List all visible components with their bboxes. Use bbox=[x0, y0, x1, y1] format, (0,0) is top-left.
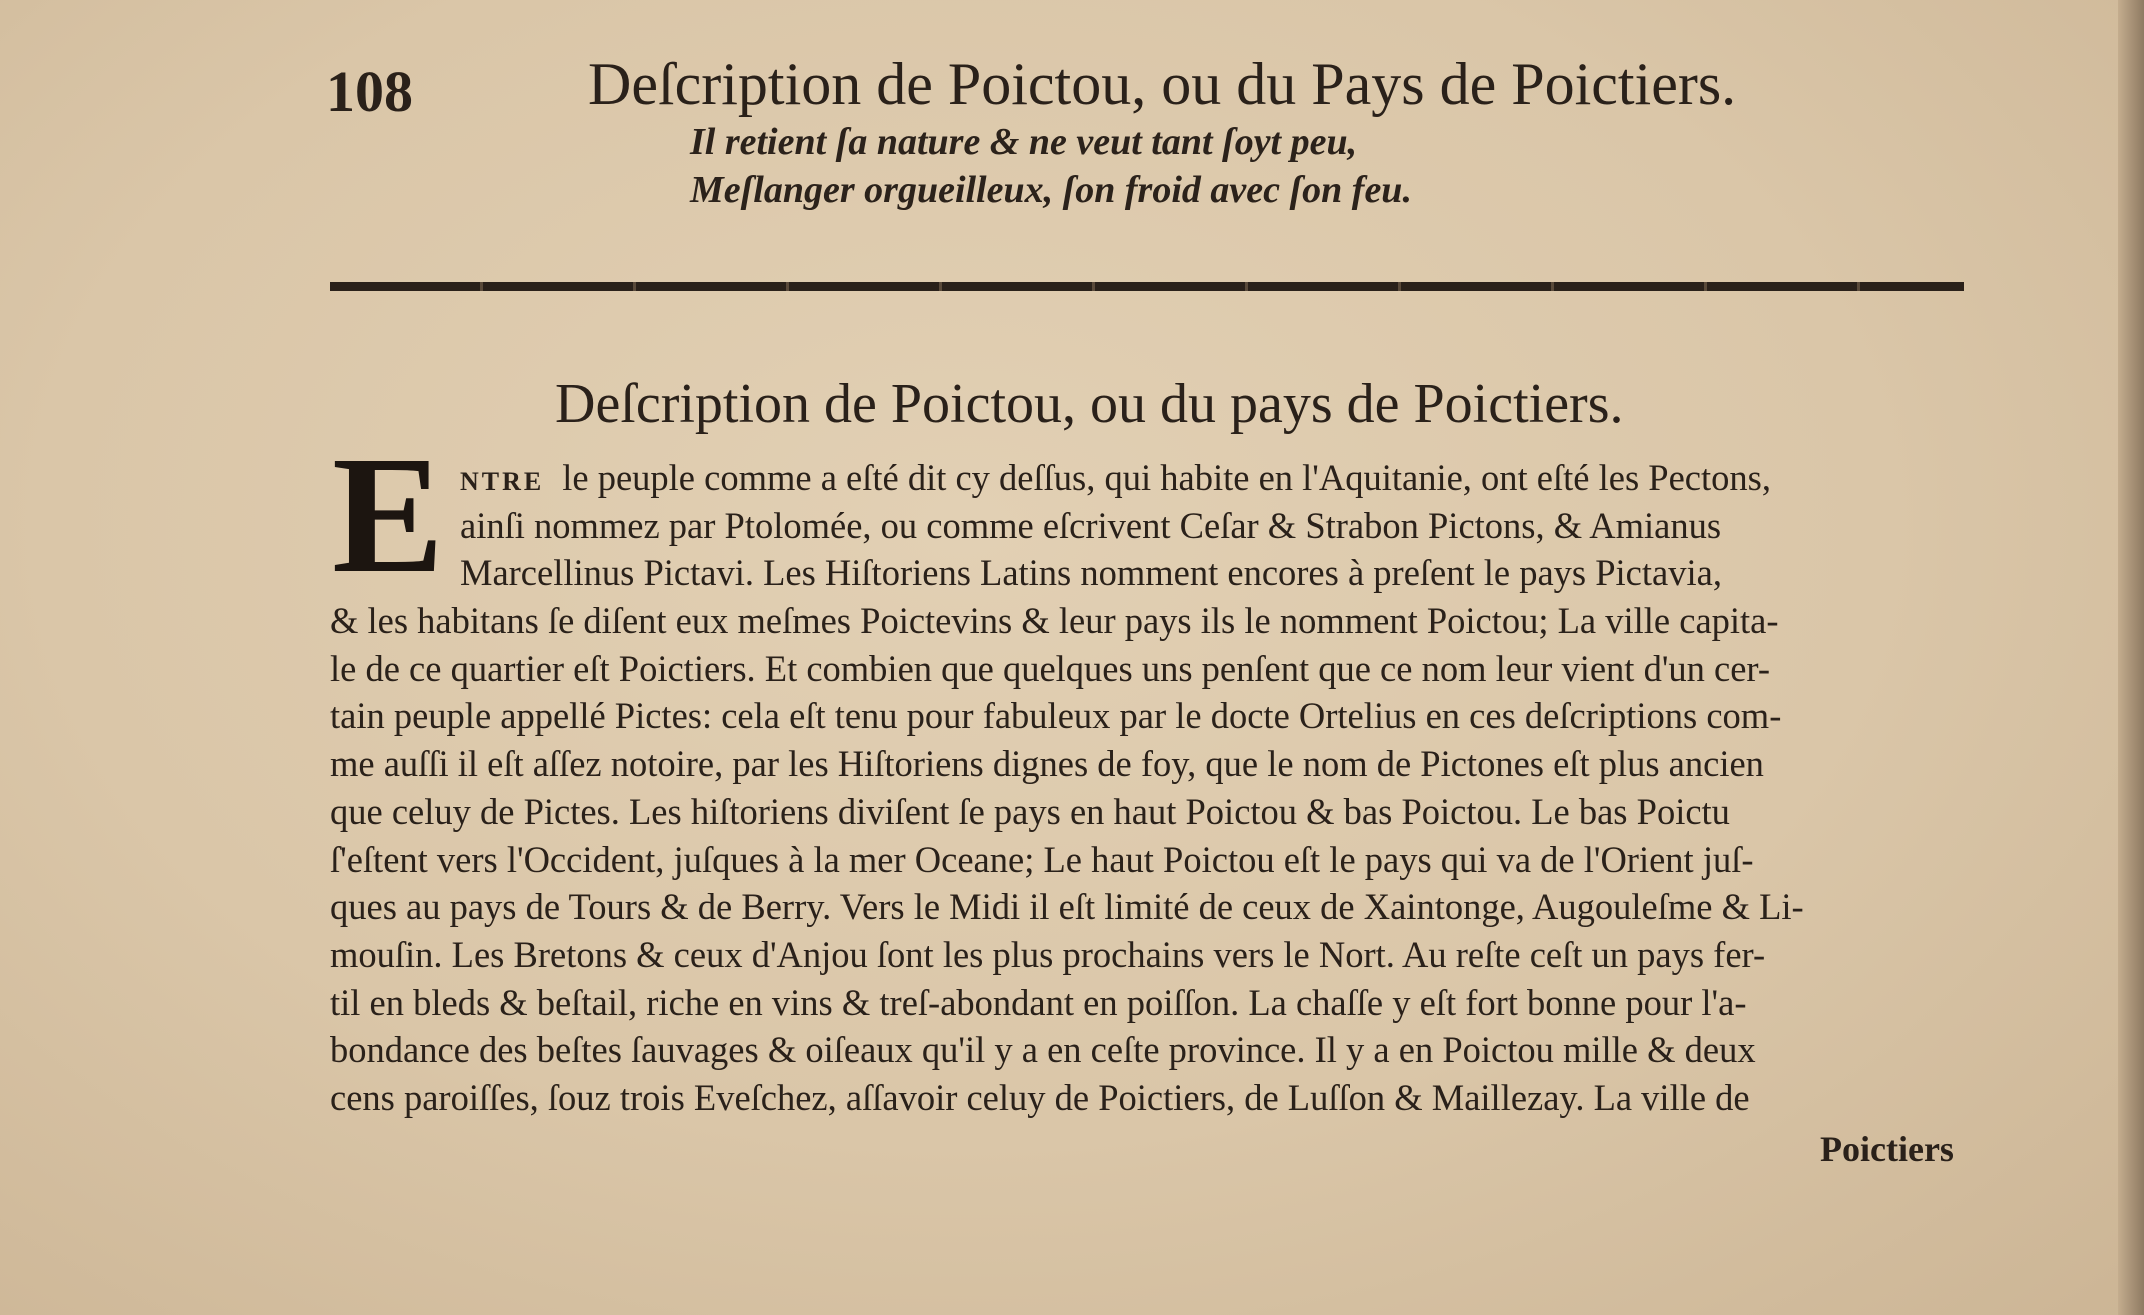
verse-line-1: Il retient ſa nature & ne veut tant ſoyt peu, bbox=[690, 121, 1358, 163]
text-line: cens paroiſſes, ſouz trois Eveſchez, aſſavoir celuy de Poictiers, de Luſſon & Maillezay. La ville de bbox=[330, 1076, 1750, 1118]
section-title: Deſcription de Poictou, ou du pays de Poictiers. bbox=[555, 373, 1624, 435]
text-line: me auſſi il eſt aſſez notoire, par les Hiſtoriens dignes de foy, que le nom de Pictones eſt plus ancien bbox=[330, 743, 1764, 785]
page-number: 108 bbox=[326, 59, 413, 124]
text-line: & les habitans ſe diſent eux meſmes Poictevins & leur pays ils le nomment Poictou; La ville capita- bbox=[330, 600, 1779, 642]
text-line: tain peuple appellé Pictes: cela eſt tenu pour fabuleux par le docte Ortelius en ces deſcriptions com- bbox=[330, 695, 1782, 737]
first-word-rest: NTRE bbox=[460, 467, 545, 496]
text-line: ainſi nommez par Ptolomée, ou comme eſcrive͏nt Ceſar & Strabon Pictons, & Amianus bbox=[460, 504, 1722, 546]
text-line: til en bleds & beſtail, riche en vins & treſ-abondant en poiſſon. La chaſſe y eſt fort bonne pour l'a- bbox=[330, 981, 1747, 1023]
drop-cap: E bbox=[332, 422, 445, 608]
text-line: le de ce quartier eſt Poictiers. Et combien que quelques uns penſent que ce nom leur vient d'un cer- bbox=[330, 647, 1771, 689]
catchword: Poictiers bbox=[1820, 1129, 1954, 1169]
text-line: mouſin. Les Bretons & ceux d'Anjou ſont les plus prochains vers le Nort. Au reſte ceſt un pays fer- bbox=[330, 933, 1766, 975]
text-line: Marcellinus Pictavi. Les Hiſtoriens Latins nomment encores à preſent le pays Pictavia, bbox=[460, 552, 1722, 594]
text-line: bondance des beſtes ſauvages & oiſeaux qu'il y a en ceſte province. Il y a en Poictou mille & deux bbox=[330, 1029, 1756, 1071]
page-edge bbox=[2118, 0, 2144, 1315]
text-line: ques au pays de Tours & de Berry. Vers le Midi il eſt limité de ceux de Xaintonge, Augouleſme & Li- bbox=[330, 886, 1804, 928]
text-line bbox=[330, 454, 1970, 502]
running-head: Deſcription de Poictou, ou du Pays de Poictiers. bbox=[588, 51, 1737, 117]
text-line-content: le peuple comme a eſté dit cy deſſus, qui habite en l'Aquitanie, ont eſté les Pectons, bbox=[562, 457, 1771, 498]
text-line: que celuy de Pictes. Les hiſtoriens diviſent ſe pays en haut Poictou & bas Poictou. Le bas Poictu bbox=[330, 790, 1730, 832]
body-text bbox=[330, 454, 1970, 1122]
ornamental-rule bbox=[330, 282, 1964, 291]
verse-line-2: Meſlanger orgueilleux, ſon froid avec ſon feu. bbox=[690, 169, 1412, 211]
text-line: ſ'eſtent vers l'Occident, juſques à la mer Oceane; Le haut Poictou eſt le pays qui va de l'Orient juſ- bbox=[330, 838, 1754, 880]
